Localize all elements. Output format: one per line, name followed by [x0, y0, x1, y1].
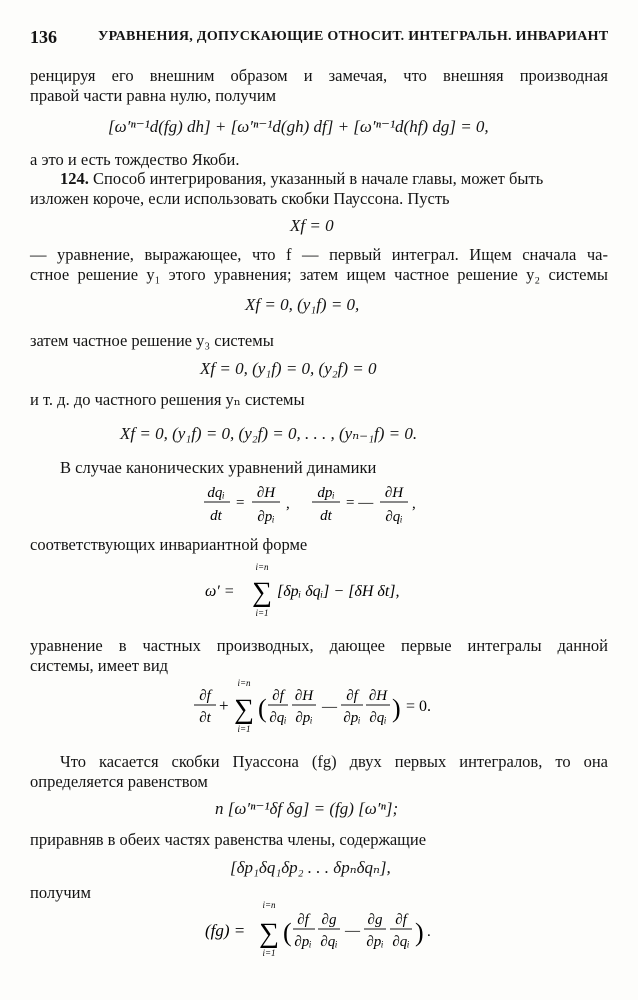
paragraph-line: определяется равенством [30, 772, 208, 791]
numerator: ∂H [256, 485, 276, 501]
sum-upper-limit: i=n [255, 562, 269, 572]
denominator: ∂qᵢ [385, 509, 403, 525]
numerator: ∂H [368, 688, 388, 704]
jacobi-identity-equation: [ω′ⁿ⁻¹d(fg) dh] + [ω′ⁿ⁻¹d(gh) df] + [ω′ⁿ⁻¹d(hf) dg] = 0, [108, 117, 489, 136]
sum-lower-limit: i=1 [237, 724, 251, 734]
equation-system-2: Xf = 0, (y₁f) = 0, (y₂f) = 0 [200, 359, 377, 378]
sum-lower-limit: i=1 [255, 608, 269, 618]
sum-upper-limit: i=n [237, 678, 251, 688]
running-title: УРАВНЕНИЯ, ДОПУСКАЮЩИЕ ОТНОСИТ. ИНТЕГРАЛЬН. ИНВАРИАНТ [98, 29, 609, 44]
first-integral-pde [192, 676, 452, 738]
numerator: dpᵢ [317, 485, 335, 501]
fg-lhs: (fg) = [205, 921, 246, 940]
paragraph-line: а это и есть тождество Якоби. [30, 150, 240, 169]
numerator: ∂g [321, 912, 337, 928]
denominator: ∂pᵢ [343, 710, 361, 726]
summand: [δpᵢ δqᵢ] − [δH δt], [277, 583, 400, 600]
denominator: ∂qᵢ [320, 934, 338, 950]
paragraph-line: правой части равна нулю, получим [30, 86, 277, 105]
minus-sign: — [322, 699, 337, 715]
paragraph-line: затем частное решение y₃ системы [30, 331, 274, 350]
numerator: ∂H [294, 688, 314, 704]
omega-prime: ω′ = [205, 583, 235, 600]
denominator: dt [210, 508, 222, 524]
sum-upper-limit: i=n [262, 900, 276, 910]
denominator: ∂qᵢ [269, 710, 287, 726]
denominator: ∂pᵢ [257, 509, 275, 525]
numerator: ∂f [346, 688, 358, 704]
minus-sign: — [345, 923, 360, 939]
poisson-bracket-equation: n [ω′ⁿ⁻¹δf δg] = (fg) [ω′ⁿ]; [215, 799, 399, 818]
canonical-equations [200, 480, 430, 532]
paragraph-line: стное решение y₁ этого уравнения; затем ищем частное решение y₂ системы [30, 265, 608, 284]
page-number: 136 [30, 27, 57, 47]
paragraph-line: Что касается скобки Пуассона (fg) двух первых интегралов, то она [60, 752, 608, 771]
equals-minus: = — [346, 495, 374, 511]
equals-sign: = [236, 495, 245, 511]
numerator: ∂g [367, 912, 383, 928]
comma: , [286, 496, 290, 512]
invariant-form-equation [205, 560, 435, 622]
section-paragraph [60, 169, 608, 189]
denominator: ∂qᵢ [392, 934, 410, 950]
denominator: ∂pᵢ [294, 934, 312, 950]
paragraph-line: изложен короче, если использовать скобки Пауссона. Пусть [30, 189, 450, 208]
close-paren: ) [415, 918, 424, 947]
denominator: ∂qᵢ [369, 710, 387, 726]
paragraph-line: получим [30, 883, 91, 902]
poisson-bracket-formula [205, 896, 445, 962]
period: . [427, 924, 431, 940]
close-paren: ) [392, 694, 401, 723]
paragraph-line: приравняв в обеих частях равенства члены, содержащие [30, 830, 427, 849]
paragraph-line: системы, имеет вид [30, 656, 169, 675]
open-paren: ( [283, 918, 292, 947]
numerator: ∂f [272, 688, 284, 704]
equals-zero: = 0. [406, 698, 432, 715]
volume-element: [δp₁δq₁δp₂ . . . δpₙδqₙ], [230, 858, 391, 877]
denominator: dt [320, 508, 332, 524]
summation-sign: ∑ [252, 577, 272, 608]
section-number: 124. [60, 169, 89, 188]
paragraph-line: и т. д. до частного решения yₙ системы [30, 390, 305, 409]
denominator: ∂t [199, 710, 211, 726]
summation-sign: ∑ [234, 694, 254, 725]
numerator: ∂f [395, 912, 407, 928]
denominator: ∂pᵢ [295, 710, 313, 726]
paragraph-line: ренцируя его внешним образом и замечая, что внешняя производная [30, 66, 608, 85]
equation-system-n: Xf = 0, (y₁f) = 0, (y₂f) = 0, . . . , (yₙ₋₁f) = 0. [120, 424, 418, 443]
paragraph-line: уравнение в частных производных, дающее первые интегралы данной [30, 636, 608, 655]
paragraph-line: соответствующих инвариантной форме [30, 535, 308, 554]
plus-sign: + [219, 696, 229, 715]
numerator: dqᵢ [207, 485, 225, 501]
paragraph-text: Способ интегрирования, указанный в начале главы, может быть [93, 169, 544, 188]
numerator: ∂f [297, 912, 309, 928]
numerator: ∂H [384, 485, 404, 501]
comma: , [412, 496, 416, 512]
denominator: ∂pᵢ [366, 934, 384, 950]
paragraph-line: В случае канонических уравнений динамики [60, 458, 377, 477]
sum-lower-limit: i=1 [262, 948, 276, 958]
equation-xf: Xf = 0 [290, 216, 334, 235]
equation-system-1: Xf = 0, (y₁f) = 0, [245, 295, 360, 314]
numerator: ∂f [199, 688, 211, 704]
summation-sign: ∑ [259, 918, 279, 949]
open-paren: ( [258, 694, 267, 723]
paragraph-line: — уравнение, выражающее, что f — первый интеграл. Ищем сначала ча- [30, 245, 608, 264]
